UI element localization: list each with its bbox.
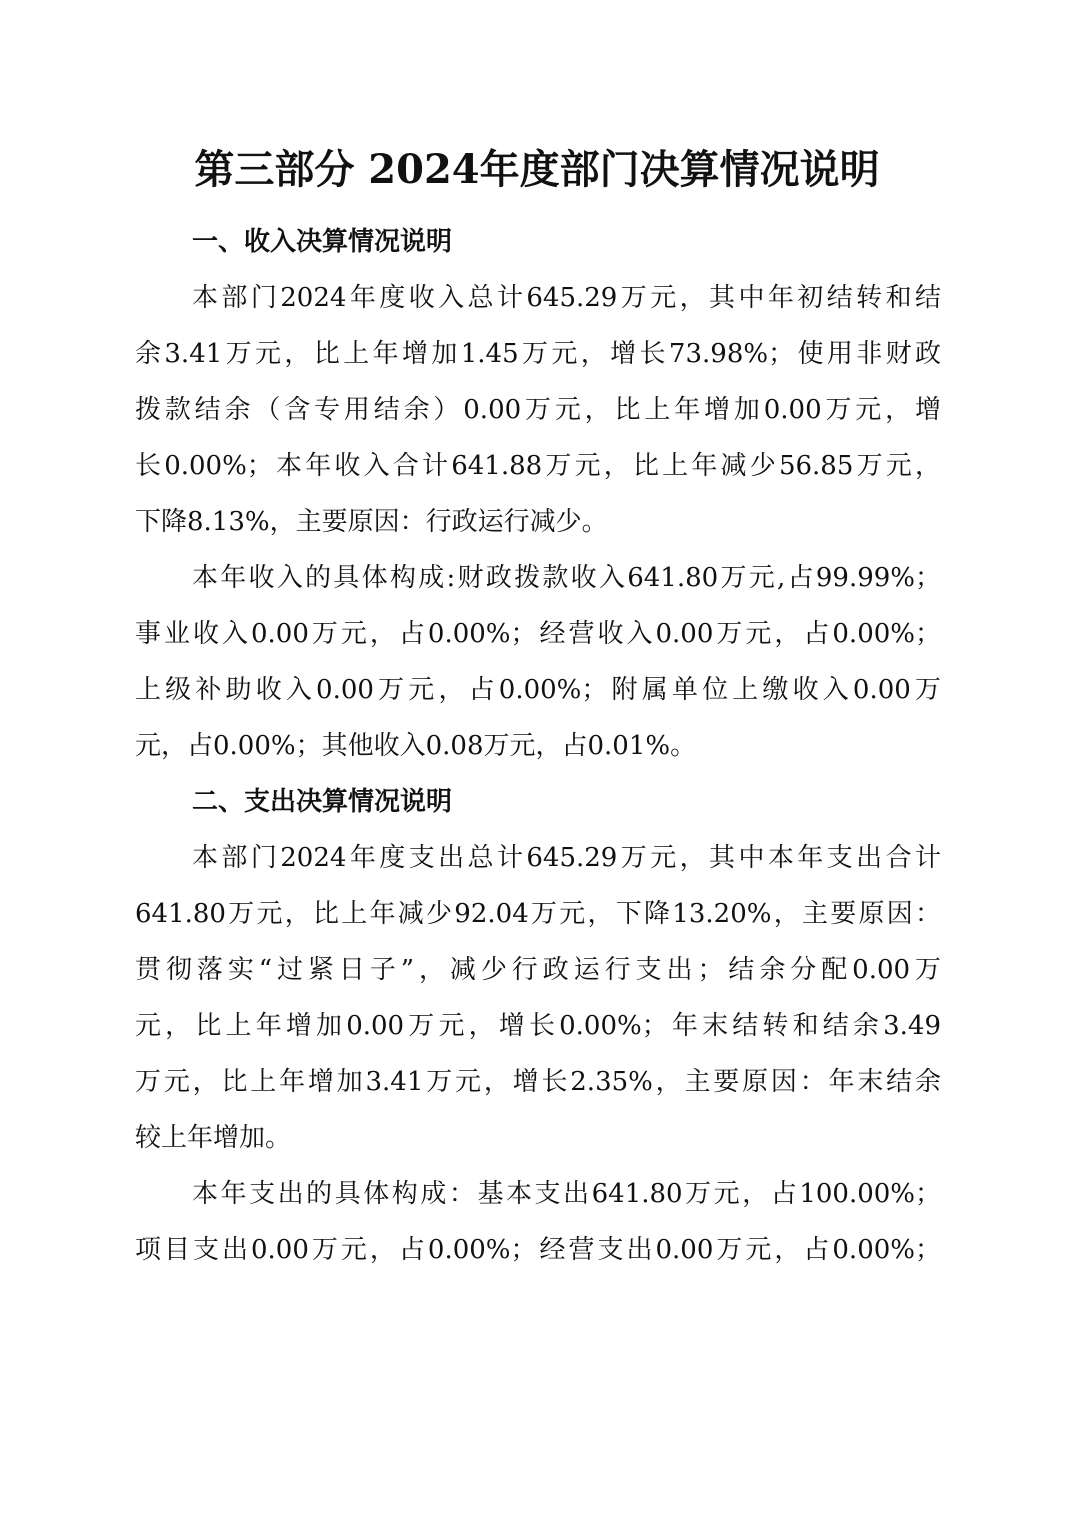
paragraph (135, 830, 941, 1166)
text-line: 项目支出0.00万元，占0.00%；经营支出0.00万元，占0.00%； (135, 1235, 941, 1265)
text-line: 本年收入的具体构成:财政拨款收入641.80万元,占99.99%； (192, 563, 941, 593)
text-line: 较上年增加。 (135, 1123, 292, 1153)
text-line: 下降8.13%，主要原因：行政运行减少。 (135, 507, 608, 537)
text-line: 万元，比上年增加3.41万元，增长2.35%，主要原因：年末结余 (135, 1067, 941, 1097)
text-line: 余3.41万元，比上年增加1.45万元，增长73.98%；使用非财政 (135, 339, 941, 369)
text-line: 本部门2024年度支出总计645.29万元，其中本年支出合计 (192, 843, 941, 873)
text-line: 拨款结余（含专用结余）0.00万元，比上年增加0.00万元，增 (135, 395, 941, 425)
paragraph (135, 550, 941, 774)
text-line: 上级补助收入0.00万元，占0.00%；附属单位上缴收入0.00万 (135, 675, 941, 705)
page-title: 第三部分 2024年度部门决算情况说明 (194, 146, 880, 193)
text-line: 事业收入0.00万元，占0.00%；经营收入0.00万元，占0.00%； (135, 619, 941, 649)
text-line: 长0.00%；本年收入合计641.88万元，比上年减少56.85万元， (135, 451, 941, 481)
text-line: 本年支出的具体构成：基本支出641.80万元，占100.00%； (192, 1179, 941, 1209)
text-line: 贯彻落实“过紧日子”，减少行政运行支出；结余分配0.00万 (135, 955, 941, 985)
text-line: 641.80万元，比上年减少92.04万元，下降13.20%，主要原因： (135, 899, 941, 929)
paragraph (135, 1166, 941, 1278)
paragraph (135, 270, 941, 550)
section-heading: 一、收入决算情况说明 (192, 227, 453, 257)
text-line: 元，占0.00%；其他收入0.08万元，占0.01%。 (135, 731, 697, 761)
text-line: 元，比上年增加0.00万元，增长0.00%；年末结转和结余3.49 (135, 1011, 941, 1041)
section-heading: 二、支出决算情况说明 (192, 787, 453, 817)
text-line: 本部门2024年度收入总计645.29万元，其中年初结转和结 (192, 283, 941, 313)
document-body (135, 214, 941, 1278)
